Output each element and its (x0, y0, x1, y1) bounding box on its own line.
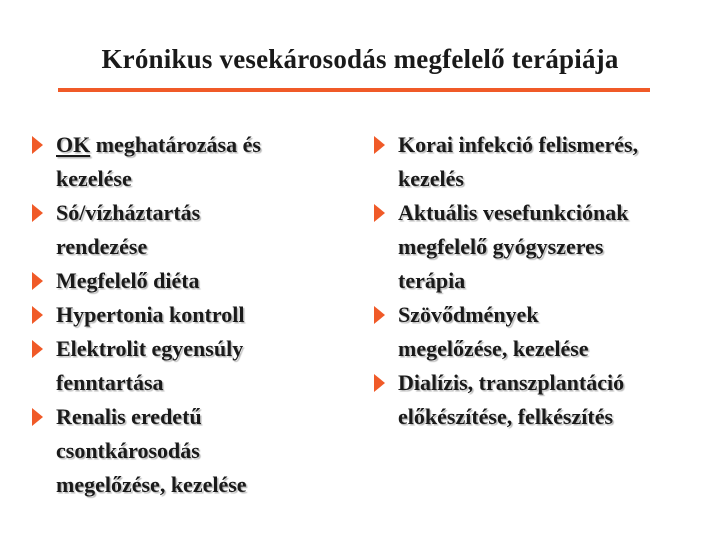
item-text: Szövődmények (398, 302, 539, 327)
right-bullet-list (372, 128, 717, 434)
triangle-right-icon (32, 272, 43, 290)
item-text: Renalis eredetű (56, 404, 202, 429)
list-item (30, 128, 345, 196)
item-text: Hypertonia kontroll (56, 302, 245, 327)
triangle-right-icon (32, 408, 43, 426)
item-text: Elektrolit egyensúly (56, 336, 244, 361)
list-item (372, 128, 717, 196)
underlined-term: OK (56, 132, 91, 157)
triangle-right-icon (32, 136, 43, 154)
item-text: Dialízis, transzplantáció (398, 370, 625, 395)
triangle-right-icon (32, 340, 43, 358)
list-item (372, 366, 717, 434)
item-text: Só/vízháztartás (56, 200, 201, 225)
triangle-right-icon (374, 374, 385, 392)
list-item (372, 196, 717, 298)
item-text: meghatározása és (90, 132, 261, 157)
item-text-continued: megfelelő gyógyszeres (398, 234, 604, 259)
list-item (30, 264, 345, 298)
item-text: Korai infekció felismerés, (398, 132, 639, 157)
item-text-continued: csontkárosodás (56, 438, 200, 463)
item-text-continued: megelőzése, kezelése (56, 472, 247, 497)
item-text-continued: rendezése (56, 234, 148, 259)
item-text: Megfelelő diéta (56, 268, 200, 293)
triangle-right-icon (32, 306, 43, 324)
item-text-continued: kezelése (56, 166, 132, 191)
left-bullet-list (30, 128, 345, 502)
item-text: Aktuális vesefunkciónak (398, 200, 629, 225)
item-text-continued: előkészítése, felkészítés (398, 404, 614, 429)
triangle-right-icon (374, 136, 385, 154)
list-item (30, 400, 345, 502)
list-item (372, 298, 717, 366)
slide-title: Krónikus vesekárosodás megfelelő terápiája (101, 44, 619, 74)
item-text-continued: fenntartása (56, 370, 164, 395)
triangle-right-icon (374, 204, 385, 222)
title-underline (58, 88, 650, 92)
list-item (30, 298, 345, 332)
item-text-continued: kezelés (398, 166, 464, 191)
item-text-continued: megelőzése, kezelése (398, 336, 589, 361)
triangle-right-icon (32, 204, 43, 222)
triangle-right-icon (374, 306, 385, 324)
list-item (30, 196, 345, 264)
list-item (30, 332, 345, 400)
item-text-continued: terápia (398, 268, 466, 293)
